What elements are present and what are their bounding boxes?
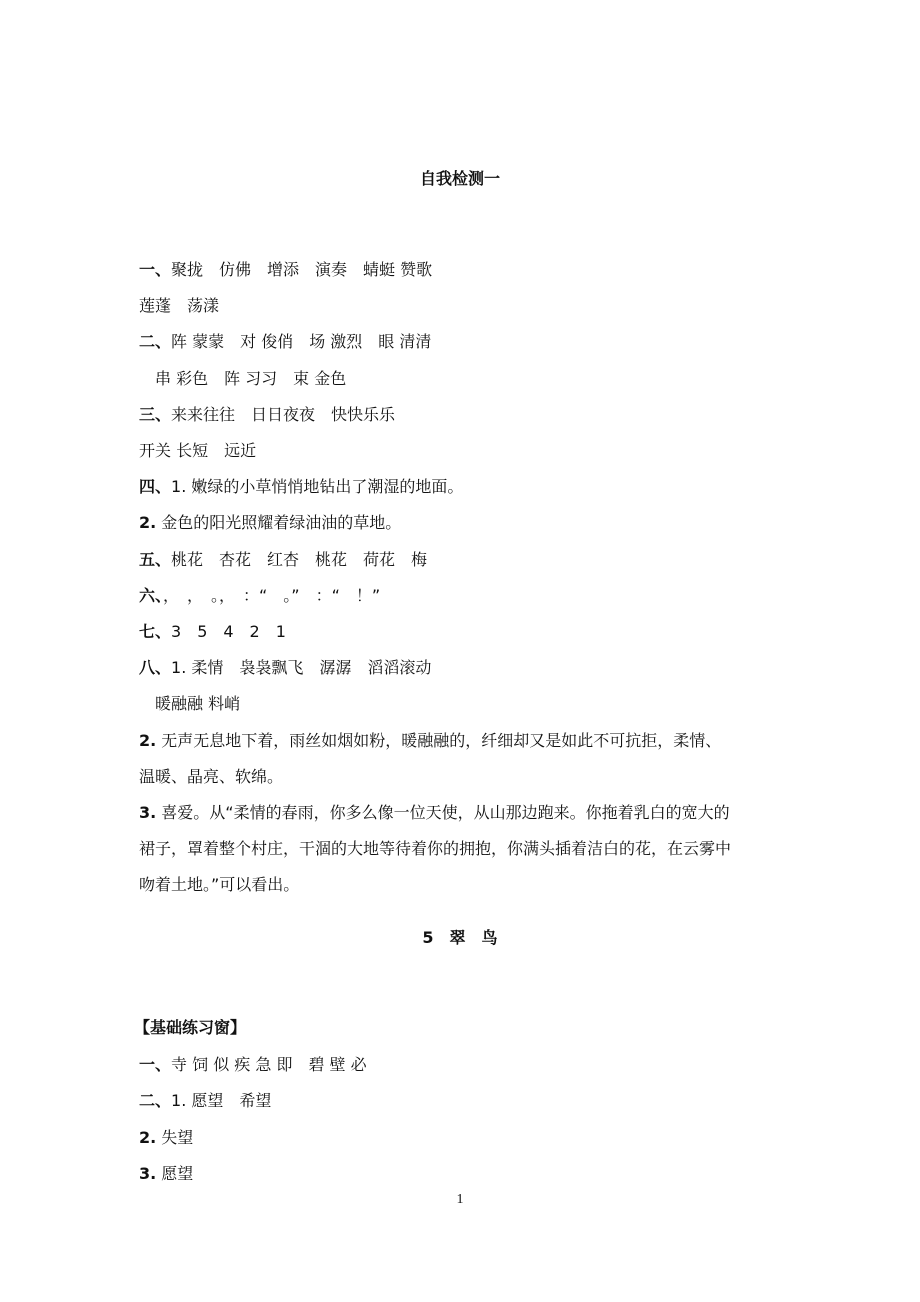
answer-label: 七、 [139,622,172,641]
answer-text: 桃花 杏花 红杏 桃花 荷花 梅 [171,549,428,569]
answer-line [139,441,256,461]
answer-text: 来来往往 日日夜夜 快快乐乐 [171,404,396,424]
answer-line [139,405,395,425]
answer-label: 2. [139,1127,157,1147]
answer-label: 三、 [139,404,172,424]
answer-line [139,803,730,823]
answer-text: 1. 愿望 希望 [171,1091,272,1111]
page-number: 1 [456,1192,464,1207]
section-title: 5 翠 鸟 [422,928,498,947]
answer-label: 二、 [139,332,172,352]
answer-text: 莲蓬 荡漾 [139,296,220,316]
answer-text: 愿望 [156,1163,194,1183]
answer-line [139,1055,367,1075]
section-heading: 【基础练习窗】 [134,1018,247,1037]
answer-line [139,1164,193,1184]
answer-text: 裙子，罩着整个村庄，干涸的大地等待着你的拥抱，你满头插着洁白的花，在云雾中 [139,839,732,859]
answer-line [139,731,721,751]
answer-text: 开关 长短 远近 [139,441,257,460]
answer-line [139,550,427,570]
answer-line [139,875,299,895]
answer-text: 3 5 4 2 1 [171,622,286,641]
answer-label: 八、 [139,658,172,678]
answer-text: 阵 蒙蒙 对 俊俏 场 激烈 眼 清清 [171,332,432,352]
answer-line [139,658,431,678]
answer-label: 一、 [139,260,172,279]
answer-label: 五、 [139,549,172,569]
answer-label: 四、 [139,477,172,497]
page-title: 自我检测一 [419,169,500,188]
answer-label: 3. [139,803,157,822]
answer-label: 3. [139,1163,157,1183]
answer-line [139,1128,193,1148]
answer-line [139,260,432,280]
answer-line [139,622,286,642]
answer-text: 1. 嫩绿的小草悄悄地钻出了潮湿的地面。 [171,477,464,497]
answer-text: 温暖、晶亮、软绵。 [139,766,284,786]
answer-line [139,477,463,497]
answer-line [139,694,240,714]
answer-label: 二、 [139,1091,172,1111]
answer-text: 金色的阳光照耀着绿油油的草地。 [156,513,402,533]
answer-label: 2. [139,513,157,533]
answer-text: 串 彩色 阵 习习 束 金色 [139,368,347,388]
answer-text: 喜爱。从“柔情的春雨，你多么像一位天使，从山那边跑来。你拖着乳白的宽大的 [156,803,730,822]
answer-line [139,296,219,316]
answer-label: 一、 [139,1055,172,1074]
answer-text: 1. 柔情 袅袅飘飞 潺潺 滔滔滚动 [171,658,432,678]
answer-label: 2. [139,730,157,750]
answer-text: 暖融融 料峭 [139,694,241,714]
answer-text: ， ， 。， ：“ 。” ：“ ！” [163,585,381,605]
answer-line [139,586,380,606]
answer-line [139,1091,271,1111]
answer-line [139,332,431,352]
answer-line [139,767,283,787]
answer-text: 无声无息地下着，雨丝如烟如粉，暖融融的，纤细却又是如此不可抗拒，柔情、 [156,730,722,750]
answer-text: 寺 饲 似 疾 急 即 碧 壁 必 [171,1055,367,1074]
answer-text: 吻着土地。”可以看出。 [139,875,300,895]
answer-text: 失望 [156,1127,194,1147]
answer-line [139,369,346,389]
answer-line [139,513,401,533]
answer-label: 六、 [139,585,164,605]
answer-text: 聚拢 仿佛 增添 演奏 蜻蜓 赞歌 [171,260,433,279]
answer-line [139,839,731,859]
